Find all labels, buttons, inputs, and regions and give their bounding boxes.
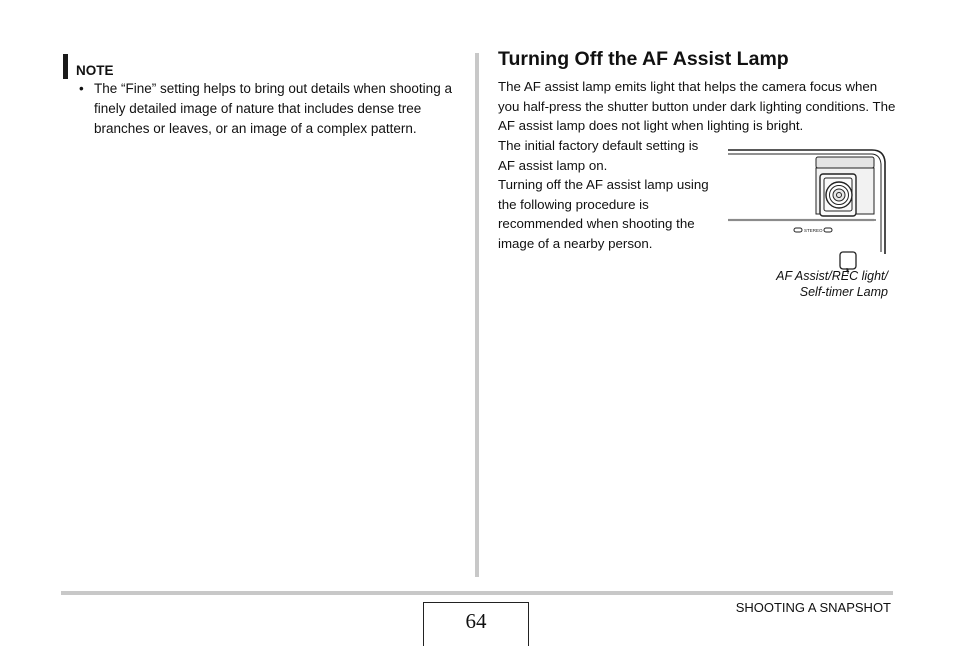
section-heading: Turning Off the AF Assist Lamp bbox=[498, 48, 789, 70]
note-text: The “Fine” setting helps to bring out details when shooting a finely detailed image of nature that includes dense tree branches or leaves, or an image of a complex pattern. bbox=[94, 81, 452, 136]
section-paragraph-2-line-1: The initial factory default setting is AF assist lamp on. bbox=[498, 138, 699, 173]
footer-rule bbox=[61, 591, 893, 595]
figure-caption-line-1: AF Assist/REC light/ bbox=[776, 269, 888, 283]
page-number: 64 bbox=[423, 602, 529, 646]
stereo-label: STEREO bbox=[804, 228, 823, 233]
figure-caption-line-2: Self-timer Lamp bbox=[799, 285, 888, 299]
section-paragraph-2-line-2: Turning off the AF assist lamp using the following procedure is recommended when shooting the image of a nearby person. bbox=[498, 177, 709, 251]
section-paragraph-2 bbox=[498, 136, 713, 253]
column-divider bbox=[475, 53, 479, 577]
note-title: NOTE bbox=[76, 63, 114, 78]
footer-section-name[interactable]: SHOOTING A SNAPSHOT bbox=[735, 600, 891, 615]
note-bullet: • bbox=[79, 81, 84, 96]
section-paragraph-1: The AF assist lamp emits light that helps the camera focus when you half-press the shutter button under dark lighting conditions. The AF assist lamp does not light when lighting is bright. bbox=[498, 79, 896, 133]
note-marker-bar bbox=[63, 54, 68, 79]
camera-front-illustration bbox=[726, 144, 888, 274]
figure-caption bbox=[740, 268, 888, 300]
